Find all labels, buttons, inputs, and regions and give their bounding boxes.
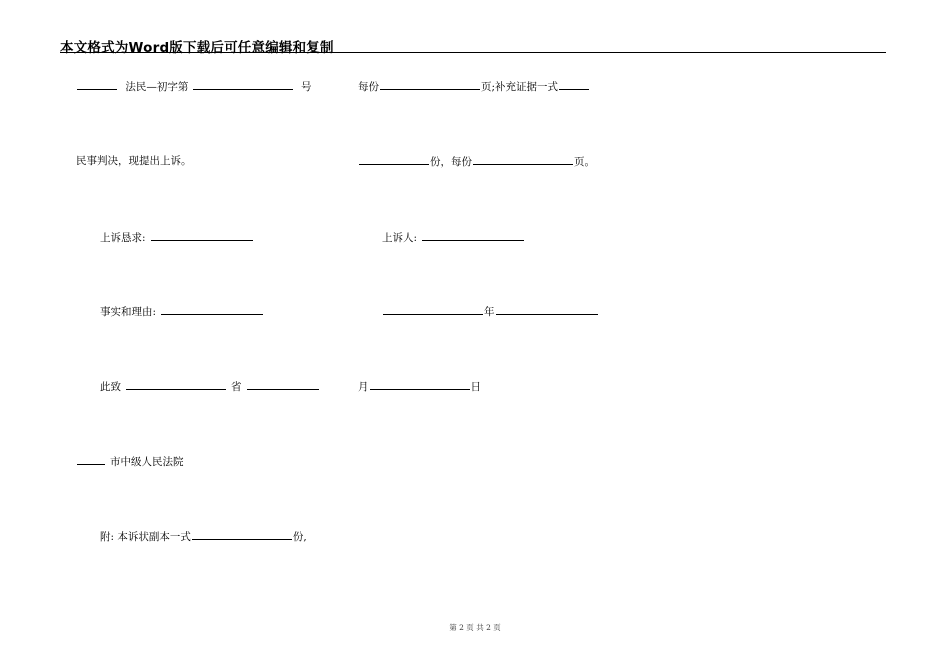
facts-line xyxy=(100,304,264,319)
copies-per-text: 份，每份 xyxy=(430,156,472,168)
appellant-line xyxy=(382,230,525,245)
attachment-line xyxy=(100,529,307,544)
attachment-prefix: 附: 本诉状副本一式 xyxy=(100,531,191,543)
claims-line xyxy=(100,230,254,245)
month-text: 月 xyxy=(358,381,369,393)
court-text: 市中级人民法院 xyxy=(110,456,184,468)
evidence-pages-line xyxy=(358,154,595,169)
year-line xyxy=(382,304,599,319)
document-header-title: 本文格式为Word版下载后可任意编辑和复制 xyxy=(60,40,334,56)
pages-suffix: 页。 xyxy=(574,156,595,168)
appellant-blank xyxy=(422,230,524,241)
province-text: 省 xyxy=(231,381,242,393)
facts-blank xyxy=(161,304,263,315)
evidence-copies-blank xyxy=(559,79,589,90)
evidence-count-blank xyxy=(359,154,429,165)
case-number-text: 法民—初字第 xyxy=(125,81,189,93)
zhici-text: 此致 xyxy=(100,381,121,393)
city-blank xyxy=(77,454,105,465)
page-number-footer: 第 2 页 共 2 页 xyxy=(449,623,501,632)
per-copy-text: 每份 xyxy=(358,81,379,93)
date-line xyxy=(358,379,481,394)
addressee-blank xyxy=(126,379,226,390)
day-text: 日 xyxy=(470,381,481,393)
evidence-text: 页;补充证据一式 xyxy=(481,81,559,93)
appellant-label: 上诉人: xyxy=(382,232,418,244)
pages-blank xyxy=(380,79,480,90)
claims-label: 上诉恳求: xyxy=(100,232,146,244)
province-blank xyxy=(247,379,319,390)
case-number-line xyxy=(76,79,312,94)
court-line xyxy=(76,454,184,469)
attachment-copies-blank xyxy=(192,529,292,540)
claims-blank xyxy=(151,230,253,241)
copies-line xyxy=(358,79,590,94)
case-number-suffix: 号 xyxy=(301,81,312,93)
court-blank xyxy=(77,79,117,90)
case-number-blank xyxy=(193,79,293,90)
year-blank xyxy=(383,304,483,315)
facts-label: 事实和理由: xyxy=(100,306,157,318)
judgment-line: 民事判决，现提出上诉。 xyxy=(76,155,192,167)
month-blank-top xyxy=(496,304,598,315)
header-divider xyxy=(60,52,886,53)
day-blank xyxy=(370,379,470,390)
evidence-pages-blank xyxy=(473,154,573,165)
addressee-line xyxy=(100,379,320,394)
year-text: 年 xyxy=(484,306,495,318)
attachment-suffix: 份, xyxy=(292,531,307,543)
